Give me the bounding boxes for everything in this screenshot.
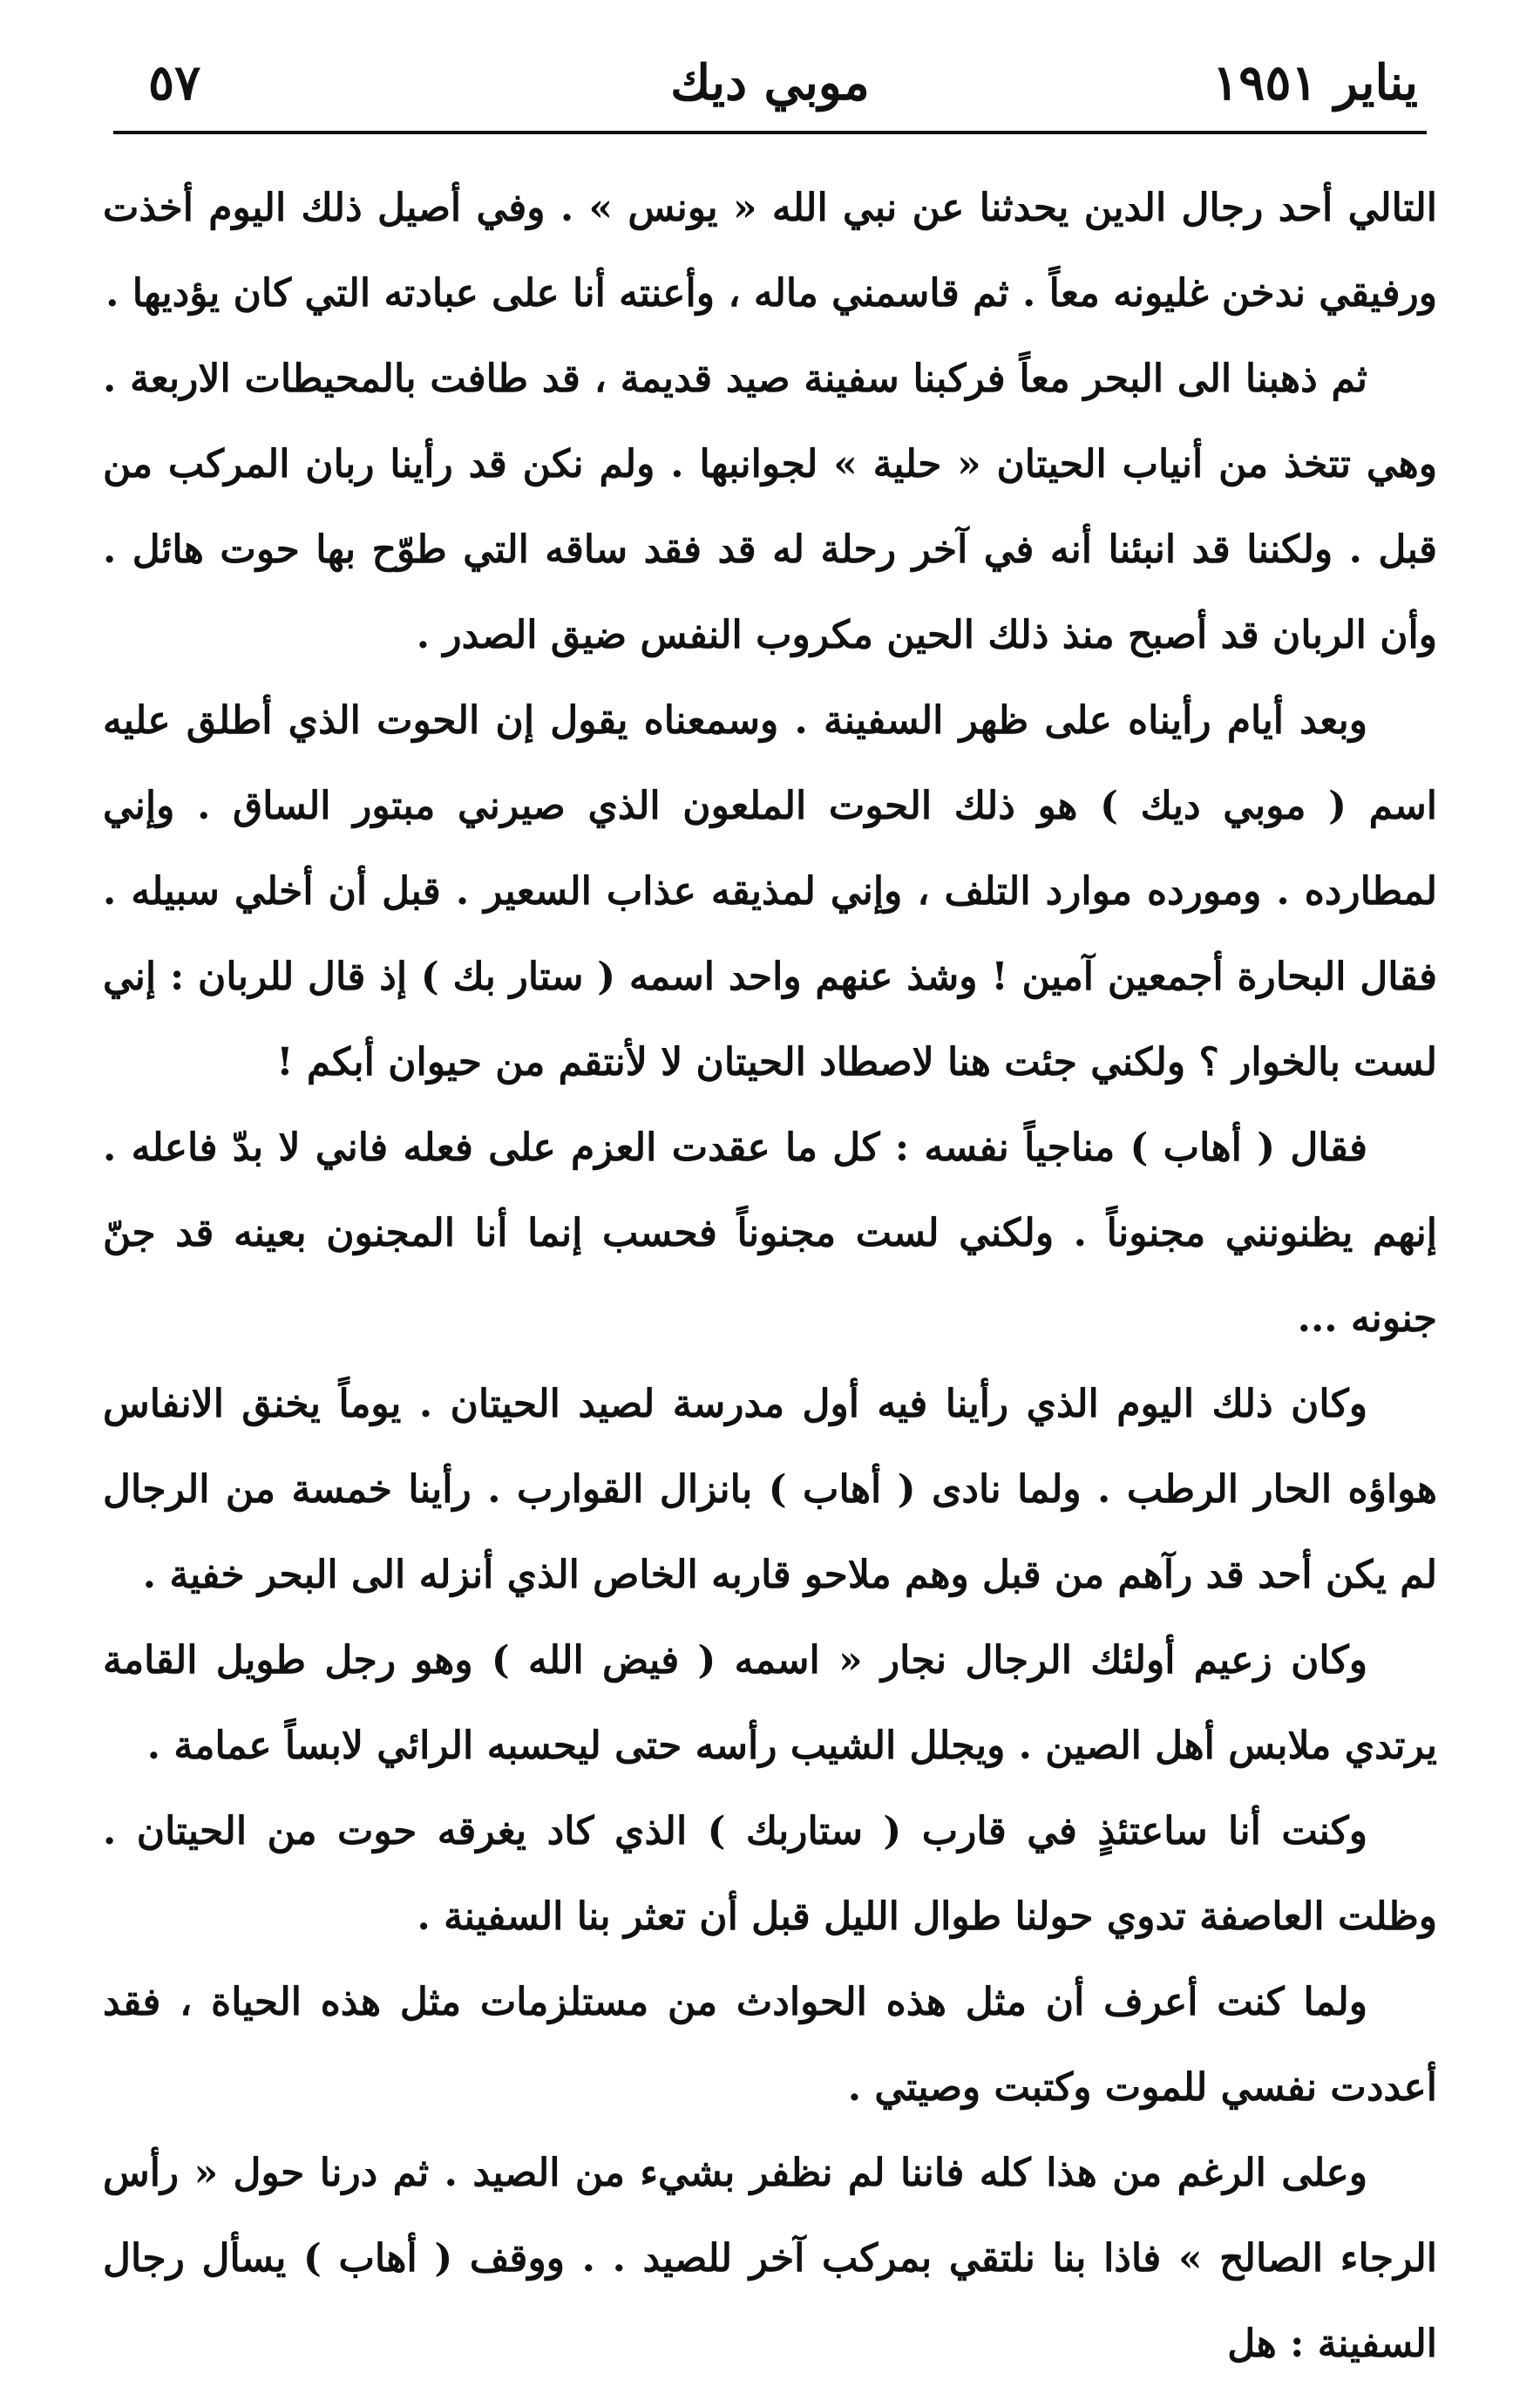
page-header	[122, 54, 1418, 124]
paragraph: ثم ذهبنا الى البحر معاً فركبنا سفينة صيد قديمة ، قد طافت بالمحيطات الاربعة . وهي تتخذ من أنياب الحيتان « حلية » لجوانبها . ولم نكن قد رأينا ربان المركب من قبل . ولكننا قد انبئنا أنه في آخر رحلة له قد فقد ساقه التي طوّح بها حوت هائل . وأن الربان قد أصبح منذ ذلك الحين مكروب النفس ضيق الصدر .	[103, 357, 1437, 657]
paragraph: وكان ذلك اليوم الذي رأينا فيه أول مدرسة لصيد الحيتان . يوماً يخنق الانفاس هواؤه الحار الرطب . ولما نادى ( أهاب ) بانزال القوارب . رأينا خمسة من الرجال لم يكن أحد قد رآهم من قبل وهم ملاحو قاربه الخاص الذي أنزله الى البحر خفية .	[103, 1382, 1437, 1597]
paragraph: وكان زعيم أولئك الرجال نجار « اسمه ( فيض الله ) وهو رجل طويل القامة يرتدي ملابس أهل الصين . ويجلل الشيب رأسه حتى ليحسبه الرائي لابساً عمامة .	[103, 1638, 1437, 1768]
paragraph: فقال ( أهاب ) مناجياً نفسه : كل ما عقدت العزم على فعله فاني لا بدّ فاعله . إنهم يظنونني مجنوناً . ولكني لست مجنوناً فحسب إنما أنا المجنون بعينه قد جنّ جنونه ...	[103, 1125, 1437, 1341]
paragraph: وكنت أنا ساعتئذٍ في قارب ( ستاربك ) الذي كاد يغرقه حوت من الحيتان . وظلت العاصفة تدوي حولنا طوال الليل قبل أن تعثر بنا السفينة .	[103, 1809, 1437, 1939]
page-number: ٥٧	[148, 54, 201, 112]
body-text	[103, 166, 1437, 2366]
header-divider	[113, 131, 1427, 134]
paragraph: وبعد أيام رأيناه على ظهر السفينة . وسمعناه يقول إن الحوت الذي أطلق عليه اسم ( موبي ديك ) هو ذلك الحوت الملعون الذي صيرني مبتور الساق . وإني لمطارده . ومورده موارد التلف ، وإني لمذيقه عذاب السعير . قبل أن أخلي سبيله . فقال البحارة أجمعين آمين ! وشذ عنهم واحد اسمه ( ستار بك ) إذ قال للربان : إني لست بالخوار ؟ ولكني جئت هنا لاصطاد الحيتان لا لأنتقم من حيوان أبكم !	[103, 698, 1437, 1085]
paragraph: وعلى الرغم من هذا كله فاننا لم نظفر بشيء من الصيد . ثم درنا حول « رأس الرجاء الصالح » فاذا بنا نلتقي بمركب آخر للصيد . . ووقف ( أهاب ) يسأل رجال السفينة : هل	[103, 2151, 1437, 2366]
paragraph: التالي أحد رجال الدين يحدثنا عن نبي الله « يونس » . وفي أصيل ذلك اليوم أخذت ورفيقي ندخن غليونه معاً . ثم قاسمني ماله ، وأعنته أنا على عبادته التي كان يؤديها .	[103, 186, 1437, 316]
header-date: يناير ١٩٥١	[1212, 54, 1418, 112]
running-title: موبي ديك	[670, 54, 870, 112]
paragraph: ولما كنت أعرف أن مثل هذه الحوادث من مستلزمات مثل هذه الحياة ، فقد أعددت نفسي للموت وكتبت وصيتي .	[103, 1980, 1437, 2110]
